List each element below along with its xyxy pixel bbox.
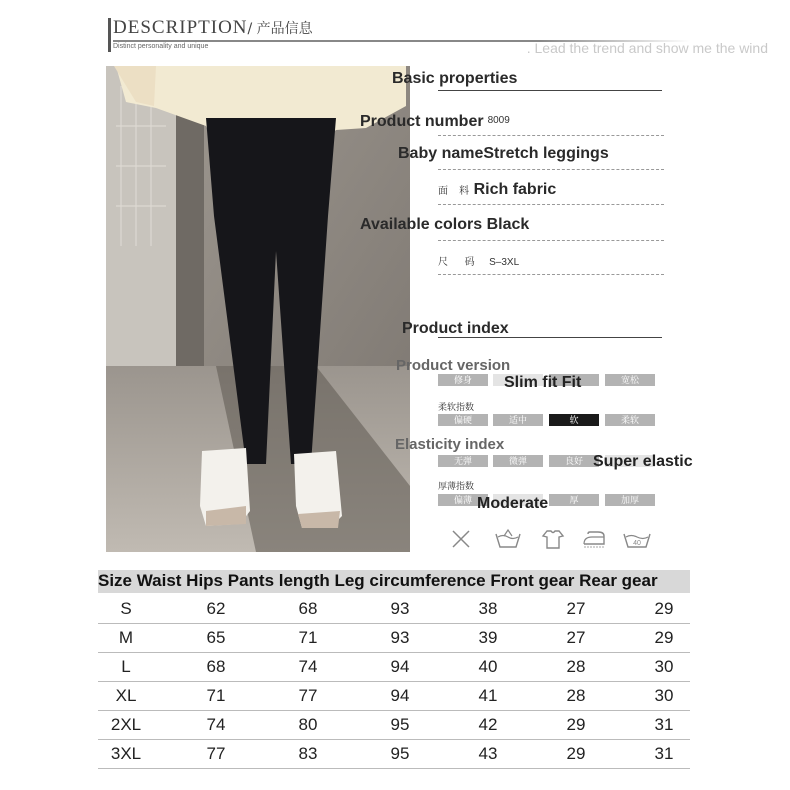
- product-photo: [106, 66, 410, 552]
- version-option-slim: 修身: [438, 374, 488, 386]
- version-title: Product version: [396, 357, 511, 374]
- table-cell: L: [121, 657, 131, 676]
- divider: [438, 135, 664, 136]
- header-accent-bar: [108, 18, 111, 52]
- table-row: [98, 681, 690, 711]
- table-cell: 39: [478, 628, 498, 647]
- table-cell: 93: [390, 628, 410, 647]
- elasticity-option-good: 良好: [549, 455, 599, 467]
- table-cell: 62: [206, 599, 226, 618]
- table-cell: 3XL: [110, 744, 142, 763]
- thickness-option-extra-thick: 加厚: [605, 494, 655, 506]
- tagline: . Lead the trend and show me the wind: [526, 40, 768, 56]
- size-table-header: Size Waist Hips Pants length Leg circumference Front gear Rear gear: [98, 571, 658, 590]
- basic-properties-heading: Basic properties: [392, 70, 518, 87]
- available-colors-row: Available colors Black: [360, 216, 530, 233]
- elasticity-option-slight: 微弹: [493, 455, 543, 467]
- table-cell: 93: [390, 599, 410, 618]
- table-cell: 68: [206, 657, 226, 676]
- table-cell: 41: [478, 686, 498, 705]
- table-cell: 77: [298, 686, 318, 705]
- no-bleach-icon: [450, 528, 472, 550]
- thickness-title: 厚薄指数: [438, 481, 475, 491]
- table-row: [98, 594, 690, 624]
- softness-option-very-soft: 柔软: [605, 414, 655, 426]
- fabric-row: 面 料 Rich fabric: [438, 181, 557, 198]
- wash-40-icon: [622, 528, 652, 550]
- table-cell: M: [118, 628, 134, 647]
- table-cell: 65: [206, 628, 226, 647]
- table-cell: 30: [654, 657, 674, 676]
- elasticity-option-none: 无弹: [438, 455, 488, 467]
- basic-heading-rule: [438, 90, 662, 91]
- table-cell: 74: [298, 657, 318, 676]
- table-row: [98, 652, 690, 682]
- table-cell: 95: [390, 715, 410, 734]
- table-cell: 80: [298, 715, 318, 734]
- svg-text:40: 40: [633, 540, 641, 547]
- table-cell: 29: [566, 744, 586, 763]
- version-callout: Slim fit Fit: [504, 374, 582, 391]
- page-subtitle: Distinct personality and unique: [113, 43, 209, 50]
- divider: [438, 169, 664, 170]
- page-title: DESCRIPTION/ 产品信息: [113, 17, 313, 38]
- softness-option-medium: 适中: [493, 414, 543, 426]
- table-cell: 2XL: [110, 715, 142, 734]
- table-cell: S: [120, 599, 132, 618]
- softness-option-soft: 软: [549, 414, 599, 426]
- divider: [438, 240, 664, 241]
- elasticity-title: Elasticity index: [395, 436, 505, 453]
- no-tumble-dry-icon: [541, 528, 565, 550]
- divider: [438, 204, 664, 205]
- table-cell: 27: [566, 599, 586, 618]
- table-cell: 30: [654, 686, 674, 705]
- table-cell: 29: [566, 715, 586, 734]
- thickness-option-thin: 偏薄: [438, 494, 488, 506]
- version-option-loose: 宽松: [605, 374, 655, 386]
- divider: [438, 274, 664, 275]
- table-cell: 77: [206, 744, 226, 763]
- table-row: [98, 710, 690, 740]
- table-cell: XL: [115, 686, 137, 705]
- table-cell: 29: [654, 599, 674, 618]
- table-cell: 28: [566, 686, 586, 705]
- table-cell: 42: [478, 715, 498, 734]
- table-cell: 27: [566, 628, 586, 647]
- table-cell: 43: [478, 744, 498, 763]
- table-row: [98, 623, 690, 653]
- table-cell: 95: [390, 744, 410, 763]
- table-cell: 31: [654, 744, 674, 763]
- table-cell: 83: [298, 744, 318, 763]
- table-cell: 94: [390, 657, 410, 676]
- table-cell: 40: [478, 657, 498, 676]
- thickness-callout: Moderate: [477, 495, 549, 512]
- table-cell: 71: [298, 628, 318, 647]
- product-index-heading: Product index: [402, 320, 509, 337]
- table-cell: 38: [478, 599, 498, 618]
- table-cell: 94: [390, 686, 410, 705]
- table-cell: 71: [206, 686, 226, 705]
- table-cell: 29: [654, 628, 674, 647]
- hand-wash-icon: [494, 528, 522, 550]
- size-range-row: 尺 码 S–3XL: [438, 257, 520, 268]
- product-number-row: Product number $^{8009}$: [360, 113, 510, 130]
- softness-title: 柔软指数: [438, 402, 475, 412]
- elasticity-callout: Super elastic: [593, 453, 693, 470]
- softness-option-hard: 偏硬: [438, 414, 488, 426]
- table-cell: 68: [298, 599, 318, 618]
- low-iron-icon: [580, 528, 608, 550]
- table-cell: 28: [566, 657, 586, 676]
- baby-name-row: Baby nameStretch leggings: [398, 145, 609, 162]
- table-cell: 31: [654, 715, 674, 734]
- table-cell: 74: [206, 715, 226, 734]
- thickness-option-thick: 厚: [549, 494, 599, 506]
- table-row: [98, 739, 690, 769]
- index-heading-rule: [438, 337, 662, 338]
